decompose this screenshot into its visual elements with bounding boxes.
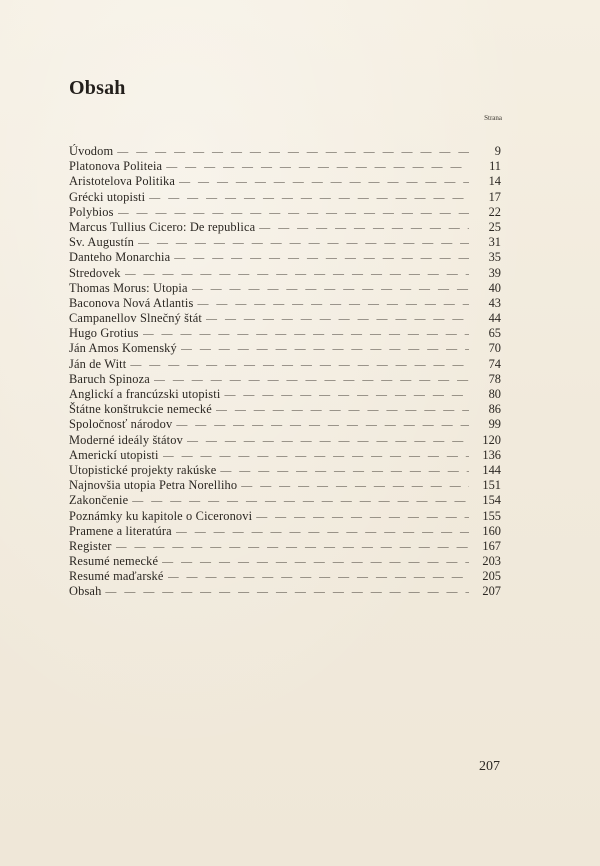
page-title: Obsah — [69, 77, 126, 99]
toc-entry-page: 44 — [488, 311, 501, 326]
toc-entry — [69, 387, 501, 402]
toc-entry-page: 70 — [488, 341, 501, 356]
toc-entry-page: 155 — [482, 508, 501, 523]
toc-entry — [69, 281, 501, 296]
toc-entry-page: 31 — [488, 235, 501, 250]
toc-dash-leader — [256, 510, 469, 525]
toc-entry-page: 74 — [488, 356, 501, 371]
toc-dash-leader — [259, 221, 469, 236]
toc-entry-title: Obsah — [69, 584, 102, 599]
toc-dash-leader — [149, 191, 469, 206]
toc-entry-title: Utopistické projekty rakúske — [69, 462, 217, 477]
toc-entry-page: 65 — [488, 326, 501, 341]
toc-dash-leader — [166, 160, 469, 175]
toc-entry-title: Spoločnosť národov — [69, 417, 173, 432]
toc-dash-leader — [132, 494, 469, 509]
toc-entry-page: 151 — [482, 478, 501, 493]
toc-entry — [69, 205, 501, 220]
toc-entry-page: 154 — [482, 493, 501, 508]
toc-dash-leader — [138, 236, 469, 251]
toc-dash-leader — [117, 145, 469, 160]
toc-entry — [69, 144, 501, 159]
toc-dash-leader — [162, 555, 469, 570]
toc-entry — [69, 220, 501, 235]
toc-dash-leader — [187, 434, 469, 449]
toc-entry-title: Sv. Augustín — [69, 235, 135, 250]
toc-dash-leader — [163, 449, 469, 464]
toc-entry-title: Najnovšia utopia Petra Norelliho — [69, 478, 238, 493]
toc-entry-page: 86 — [488, 402, 501, 417]
toc-entry-page: 9 — [494, 144, 501, 158]
toc-entry-title: Thomas Morus: Utopia — [69, 280, 188, 295]
toc-entry — [69, 509, 501, 524]
toc-entry-title: Danteho Monarchia — [69, 250, 171, 265]
toc-entry — [69, 341, 501, 356]
toc-entry-title: Ján Amos Komenský — [69, 341, 177, 356]
toc-entry-title: Ján de Witt — [69, 356, 127, 371]
toc-entry-page: 203 — [482, 554, 501, 569]
toc-entry-page: 80 — [488, 387, 501, 401]
toc-entry-page: 160 — [482, 523, 501, 538]
page-column-label: Strana — [484, 114, 502, 122]
toc-entry-title: Štátne konštrukcie nemecké — [69, 402, 212, 417]
toc-entry — [69, 326, 501, 341]
toc-entry-title: Americkí utopisti — [69, 447, 159, 462]
toc-dash-leader — [154, 373, 469, 388]
toc-entry-page: 14 — [488, 174, 501, 189]
toc-dash-leader — [224, 388, 469, 403]
toc-entry — [69, 159, 501, 174]
toc-entry-title: Marcus Tullius Cicero: De republica — [69, 219, 256, 234]
toc-entry — [69, 235, 501, 250]
toc-entry-page: 43 — [488, 295, 501, 310]
toc-dash-leader — [174, 251, 469, 266]
toc-entry-title: Anglickí a francúzski utopisti — [69, 387, 221, 401]
toc-entry — [69, 174, 501, 189]
toc-entry-title: Baruch Spinoza — [69, 371, 150, 386]
toc-entry — [69, 372, 501, 387]
page-number: 207 — [479, 759, 500, 774]
toc-entry-title: Grécki utopisti — [69, 189, 146, 204]
toc-dash-leader — [105, 585, 469, 600]
toc-dash-leader — [143, 327, 469, 342]
toc-entry-page: 11 — [489, 159, 501, 174]
toc-entry-title: Register — [69, 538, 112, 553]
toc-entry — [69, 584, 501, 599]
toc-entry-title: Resumé maďarské — [69, 569, 164, 584]
toc-dash-leader — [118, 206, 469, 221]
toc-entry-page: 99 — [488, 417, 501, 432]
toc-entry-page: 78 — [488, 371, 501, 386]
toc-entry-page: 144 — [482, 462, 501, 477]
toc-entry — [69, 417, 501, 432]
toc-entry — [69, 433, 501, 448]
toc-dash-leader — [125, 267, 469, 282]
toc-entry — [69, 463, 501, 478]
toc-dash-leader — [220, 464, 469, 479]
toc-entry — [69, 190, 501, 205]
toc-entry — [69, 478, 501, 493]
toc-entry-page: 167 — [482, 538, 501, 553]
toc-entry-title: Stredovek — [69, 265, 121, 280]
toc-entry-page: 40 — [488, 280, 501, 295]
toc-entry — [69, 524, 501, 539]
toc-entry-title: Úvodom — [69, 144, 114, 158]
toc-entry-title: Aristotelova Politika — [69, 174, 176, 189]
toc-entry-page: 35 — [488, 250, 501, 265]
toc-dash-leader — [168, 570, 469, 585]
toc-entry-title: Poznámky ku kapitole o Ciceronovi — [69, 508, 253, 523]
toc-entry-title: Campanellov Slnečný štát — [69, 311, 202, 326]
toc-entry-page: 205 — [482, 569, 501, 584]
toc-dash-leader — [197, 297, 469, 312]
toc-entry-page: 22 — [488, 204, 501, 219]
table-of-contents — [69, 144, 501, 600]
toc-entry-page: 120 — [482, 432, 501, 447]
toc-dash-leader — [116, 540, 470, 555]
toc-dash-leader — [192, 282, 469, 297]
toc-entry — [69, 357, 501, 372]
toc-dash-leader — [179, 175, 469, 190]
toc-entry — [69, 266, 501, 281]
toc-entry-page: 17 — [488, 189, 501, 204]
toc-entry — [69, 539, 501, 554]
toc-dash-leader — [130, 358, 469, 373]
toc-entry-title: Baconova Nová Atlantis — [69, 295, 194, 310]
toc-entry — [69, 296, 501, 311]
toc-entry-page: 136 — [482, 447, 501, 462]
toc-entry — [69, 554, 501, 569]
toc-entry — [69, 250, 501, 265]
toc-entry-page: 25 — [488, 219, 501, 234]
toc-entry-page: 207 — [482, 584, 501, 599]
toc-entry — [69, 569, 501, 584]
toc-dash-leader — [241, 479, 469, 494]
toc-entry — [69, 311, 501, 326]
toc-dash-leader — [216, 403, 469, 418]
toc-entry-title: Zakončenie — [69, 493, 129, 508]
toc-entry-title: Platonova Politeia — [69, 159, 163, 174]
toc-entry-title: Pramene a literatúra — [69, 523, 172, 538]
toc-entry-title: Resumé nemecké — [69, 554, 159, 569]
toc-entry — [69, 493, 501, 508]
toc-dash-leader — [176, 418, 469, 433]
toc-dash-leader — [176, 525, 469, 540]
toc-entry-title: Polybios — [69, 204, 114, 219]
toc-dash-leader — [181, 342, 469, 357]
toc-dash-leader — [206, 312, 469, 327]
toc-entry-page: 39 — [488, 265, 501, 280]
toc-entry-title: Hugo Grotius — [69, 326, 139, 341]
toc-entry — [69, 448, 501, 463]
toc-entry — [69, 402, 501, 417]
toc-entry-title: Moderné ideály štátov — [69, 432, 183, 447]
